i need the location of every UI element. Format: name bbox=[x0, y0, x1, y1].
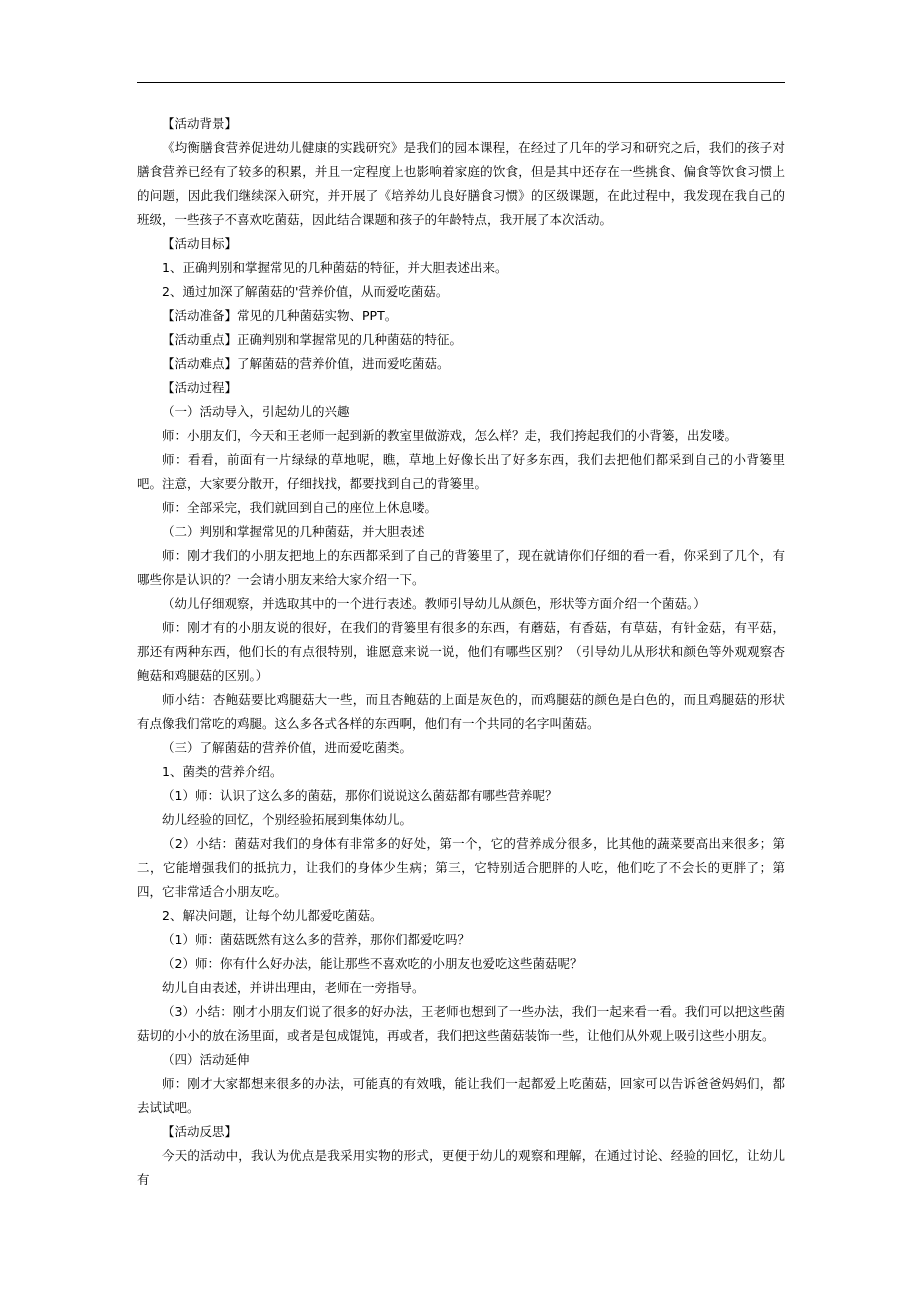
paragraph: （1）师：认识了这么多的菌菇，那你们说说这么菌菇都有哪些营养呢？ bbox=[162, 788, 558, 803]
paragraph: 师：全部采完，我们就回到自己的座位上休息喽。 bbox=[162, 500, 438, 515]
heading-goals: 【活动目标】 bbox=[162, 236, 238, 251]
paragraph: 师：刚才大家都想来很多的办法，可能真的有效哦，能让我们一起都爱上吃菌菇，回家可以告诉爸爸妈妈们，都去试试吧。 bbox=[137, 1076, 785, 1115]
goal-item-2: 2、通过加深了解菌菇的'营养价值，从而爱吃菌菇。 bbox=[162, 284, 449, 299]
paragraph: 幼儿自由表述，并讲出理由，老师在一旁指导。 bbox=[162, 980, 425, 995]
preparation-line: 【活动准备】常见的几种菌菇实物、PPT。 bbox=[162, 308, 398, 323]
paragraph: 师：看看，前面有一片绿绿的草地呢，瞧，草地上好像长出了好多东西，我们去把他们都采到自己的小背篓里吧。注意，大家要分散开，仔细找找，都要找到自己的背篓里。 bbox=[137, 452, 785, 491]
header-rule bbox=[137, 82, 785, 83]
paragraph: 1、菌类的营养介绍。 bbox=[162, 764, 283, 779]
paragraph-background: 《均衡膳食营养促进幼儿健康的实践研究》是我们的园本课程，在经过了几年的学习和研究之后，我们的孩子对膳食营养已经有了较多的积累，并且一定程度上也影响着家庭的饮食，但是其中还存在一些挑食、偏食等饮食习惯上的问题，因此我们继续深入研究，并开展了《培养幼儿良好膳食习惯》的区级课题，在此过程中，我发现在我自己的班级，一些孩子不喜欢吃菌菇，因此结合课题和孩子的年龄特点，我开展了本次活动。 bbox=[137, 140, 785, 227]
paragraph: 幼儿经验的回忆，个别经验拓展到集体幼儿。 bbox=[162, 812, 413, 827]
focus-line: 【活动重点】正确判别和掌握常见的几种菌菇的特征。 bbox=[162, 332, 463, 347]
paragraph: 师：小朋友们，今天和王老师一起到新的教室里做游戏，怎么样？走，我们挎起我们的小背篓，出发喽。 bbox=[162, 428, 738, 443]
heading-background: 【活动背景】 bbox=[162, 116, 238, 131]
difficulty-line: 【活动难点】了解菌菇的营养价值，进而爱吃菌菇。 bbox=[162, 356, 450, 371]
document-body bbox=[137, 112, 785, 1192]
goal-item-1: 1、正确判别和掌握常见的几种菌菇的特征，并大胆表述出来。 bbox=[162, 260, 508, 275]
heading-reflection: 【活动反思】 bbox=[162, 1124, 238, 1139]
paragraph: （2）师：你有什么好办法，能让那些不喜欢吃的小朋友也爱吃这些菌菇呢？ bbox=[162, 956, 583, 971]
paragraph: 师：刚才有的小朋友说的很好，在我们的背篓里有很多的东西，有蘑菇，有香菇，有草菇，有针金菇，有平菇，那还有两种东西，他们长的有点很特别，谁愿意来说一说，他们有哪些区别？（引导幼儿从形状和颜色等外观观察杏鲍菇和鸡腿菇的区别。） bbox=[137, 620, 785, 683]
paragraph: （2）小结：菌菇对我们的身体有非常多的好处，第一个，它的营养成分很多，比其他的蔬菜要高出来很多；第二，它能增强我们的抵抗力，让我们的身体少生病；第三，它特别适合肥胖的人吃，他们吃了不会长的更胖了；第四，它非常适合小朋友吃。 bbox=[137, 836, 785, 899]
paragraph: 师小结：杏鲍菇要比鸡腿菇大一些，而且杏鲍菇的上面是灰色的，而鸡腿菇的颜色是白色的，而且鸡腿菇的形状有点像我们常吃的鸡腿。这么多各式各样的东西啊，他们有一个共同的名字叫菌菇。 bbox=[137, 692, 785, 731]
paragraph: （幼儿仔细观察，并选取其中的一个进行表述。教师引导幼儿从颜色，形状等方面介绍一个菌菇。） bbox=[162, 596, 706, 611]
section-4-title: （四）活动延伸 bbox=[162, 1052, 250, 1067]
paragraph: （3）小结：刚才小朋友们说了很多的好办法，王老师也想到了一些办法，我们一起来看一看。我们可以把这些菌菇切的小小的放在汤里面，或者是包成馄饨，再或者，我们把这些菌菇装饰一些，让他们从外观上吸引这些小朋友。 bbox=[137, 1004, 785, 1043]
section-3-title: （三）了解菌菇的营养价值，进而爱吃菌类。 bbox=[162, 740, 413, 755]
paragraph: （1）师：菌菇既然有这么多的营养，那你们都爱吃吗？ bbox=[162, 932, 470, 947]
heading-process: 【活动过程】 bbox=[162, 380, 238, 395]
paragraph: 师：刚才我们的小朋友把地上的东西都采到了自己的背篓里了，现在就请你们仔细的看一看，你采到了几个，有哪些你是认识的？一会请小朋友来给大家介绍一下。 bbox=[137, 548, 785, 587]
section-2-title: （二）判别和掌握常见的几种菌菇，并大胆表述 bbox=[162, 524, 425, 539]
paragraph: 2、解决问题，让每个幼儿都爱吃菌菇。 bbox=[162, 908, 383, 923]
section-1-title: （一）活动导入，引起幼儿的兴趣 bbox=[162, 404, 350, 419]
paragraph: 今天的活动中，我认为优点是我采用实物的形式，更便于幼儿的观察和理解，在通过讨论、经验的回忆，让幼儿有 bbox=[137, 1148, 785, 1187]
